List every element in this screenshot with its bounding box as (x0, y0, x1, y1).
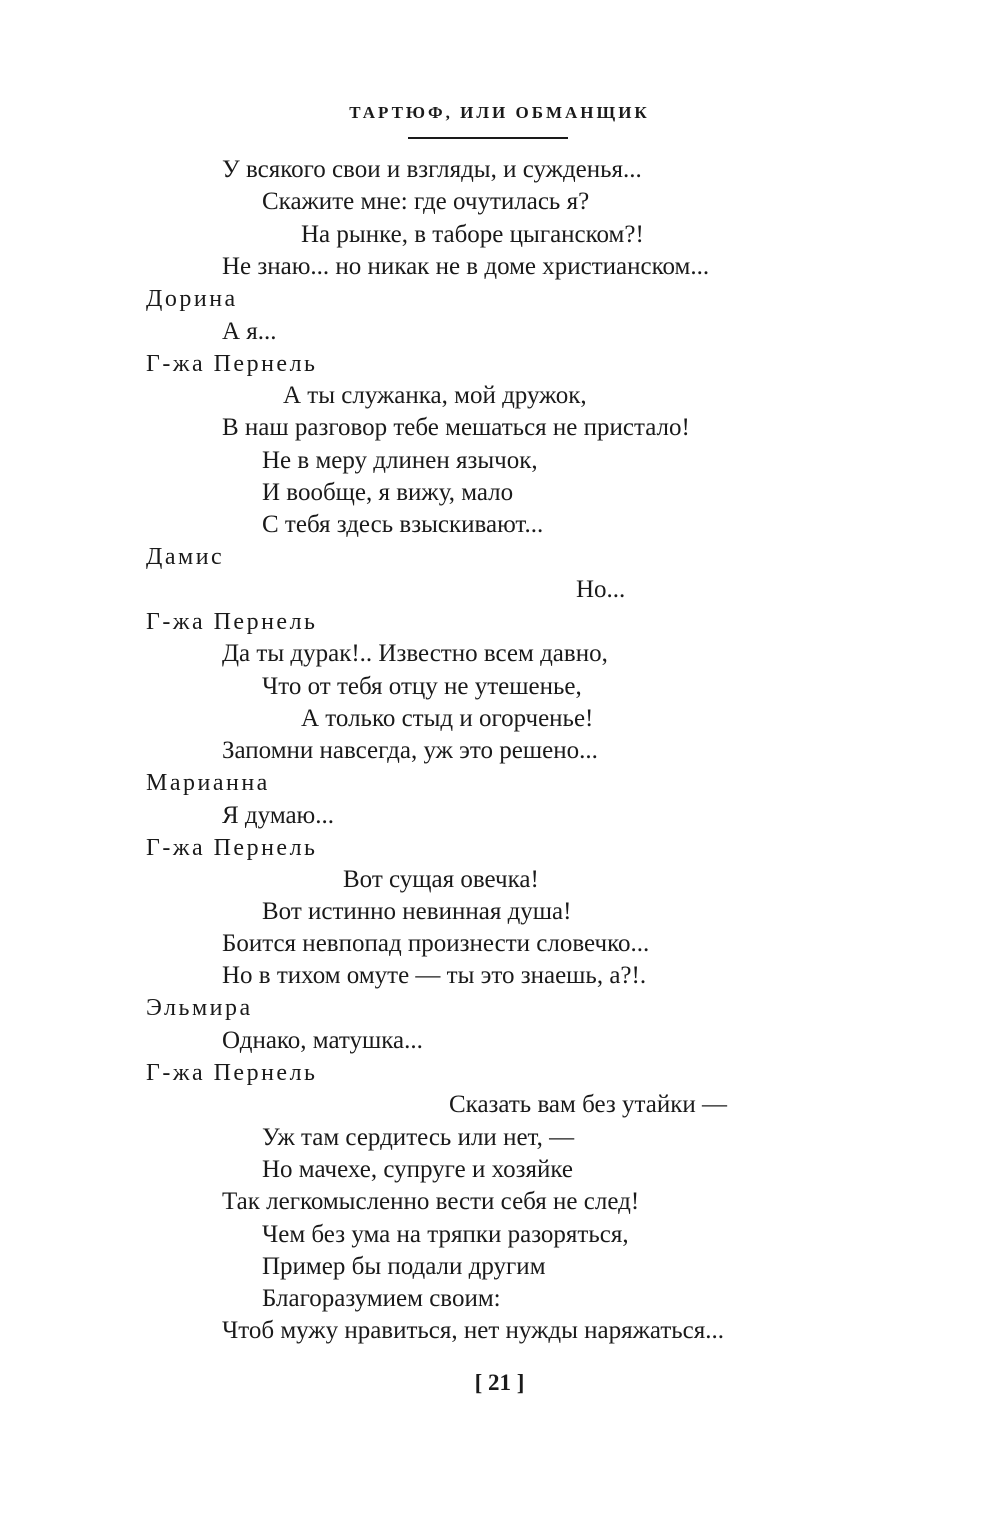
verse-line: Боится невпопад произнести словечко... (222, 930, 650, 957)
speaker-name: Дамис (146, 544, 225, 570)
page-number: [ 21 ] (474, 1370, 525, 1395)
verse-line: Что от тебя отцу не утешенье, (262, 673, 582, 700)
verse-line: А я... (222, 318, 277, 345)
verse-line: Но... (576, 576, 626, 603)
verse-line: Чем без ума на тряпки разоряться, (262, 1221, 629, 1248)
verse-line: Да ты дурак!.. Известно всем давно, (222, 640, 608, 667)
header-rule (408, 137, 568, 139)
verse-line: В наш разговор тебе мешаться не пристало! (222, 414, 690, 441)
verse-line: Чтоб мужу нравиться, нет нужды наряжаться... (222, 1317, 725, 1344)
speaker-name: Эльмира (146, 995, 253, 1021)
verse-line: Сказать вам без утайки — (449, 1091, 727, 1118)
verse-line: У всякого свои и взгляды, и сужденья... (222, 156, 642, 183)
speaker-name: Дорина (146, 286, 238, 312)
verse-line: Но мачехе, супруге и хозяйке (262, 1156, 573, 1183)
verse-line: Не знаю... но никак не в доме христианском... (222, 253, 710, 280)
speaker-name: Г-жа Пернель (146, 609, 318, 635)
verse-line: Уж там сердитесь или нет, — (262, 1124, 575, 1151)
verse-line: Но в тихом омуте — ты это знаешь, а?!. (222, 962, 647, 989)
verse-line: Вот истинно невинная душа! (262, 898, 572, 925)
verse-line: Так легкомысленно вести себя не след! (222, 1188, 640, 1215)
verse-line: Не в меру длинен язычок, (262, 447, 538, 474)
verse-line: И вообще, я вижу, мало (262, 479, 514, 506)
verse-line: На рынке, в таборе цыганском?! (301, 221, 644, 248)
speaker-name: Г-жа Пернель (146, 1060, 318, 1086)
verse-line: Запомни навсегда, уж это решено... (222, 737, 598, 764)
verse-line: А ты служанка, мой дружок, (283, 382, 587, 409)
verse-line: Однако, матушка... (222, 1027, 423, 1054)
verse-line: С тебя здесь взыскивают... (262, 511, 544, 538)
verse-line: Пример бы подали другим (262, 1253, 546, 1280)
speaker-name: Марианна (146, 770, 270, 796)
verse-line: Я думаю... (222, 802, 334, 829)
running-header: ТАРТЮФ, ИЛИ ОБМАНЩИК (349, 103, 650, 122)
verse-line: Скажите мне: где очутилась я? (262, 188, 590, 215)
verse-line: Вот сущая овечка! (343, 866, 539, 893)
verse-line: А только стыд и огорченье! (301, 705, 594, 732)
verse-line: Благоразумием своим: (262, 1285, 501, 1312)
speaker-name: Г-жа Пернель (146, 351, 318, 377)
speaker-name: Г-жа Пернель (146, 835, 318, 861)
